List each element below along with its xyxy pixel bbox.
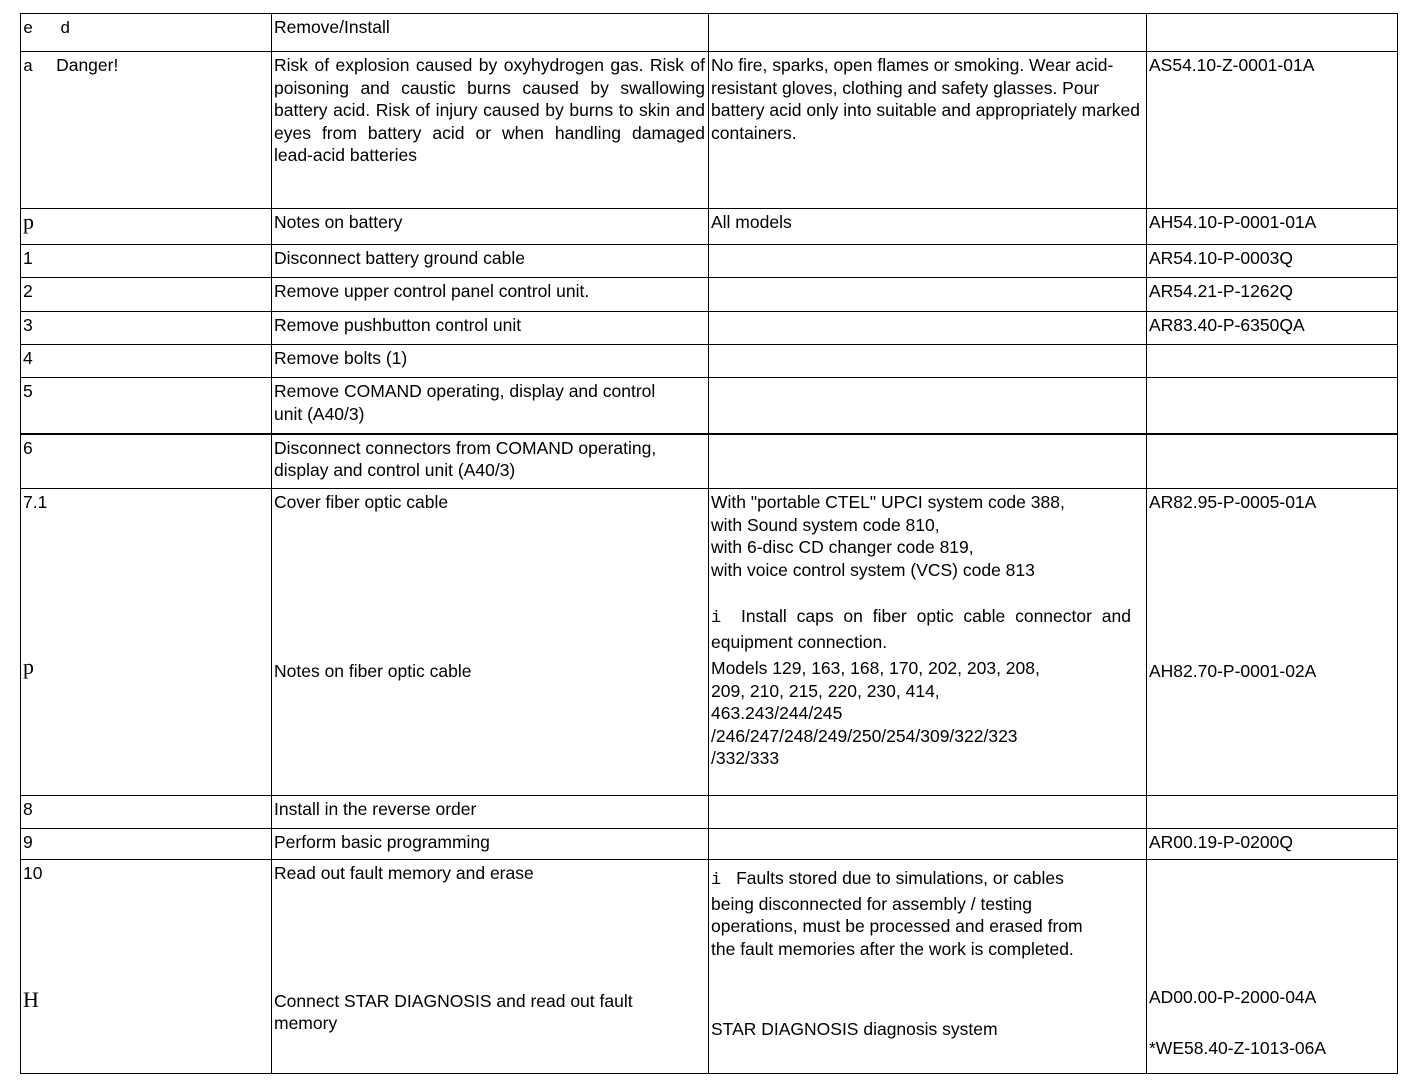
note-cell — [709, 14, 1147, 52]
ref-cell — [1147, 345, 1398, 378]
note-cell — [709, 312, 1147, 345]
ref-link[interactable]: AR83.40-P-6350QA — [1147, 312, 1398, 345]
install-symbol-icon: d — [60, 20, 71, 39]
step-number: 1 — [21, 245, 272, 278]
note-cell: i Faults stored due to simulations, or cables being disconnected for assembly / testing operations, must be processed and erased from the fault memories after the work is completed. STAR DIAGNOSIS diagnosis system — [709, 860, 1147, 1074]
ref-link[interactable]: *WE58.40-Z-1013-06A — [1149, 1037, 1327, 1058]
ref-cell — [1147, 796, 1398, 829]
note-cell — [709, 345, 1147, 378]
table-row — [21, 796, 1398, 829]
table-row — [21, 829, 1398, 860]
note-cell: All models — [709, 209, 1147, 245]
tool-name: STAR DIAGNOSIS diagnosis system — [711, 1019, 998, 1039]
action-cell: Notes on battery — [272, 209, 709, 245]
step-number: 5 — [21, 378, 272, 434]
ref-link[interactable]: AS54.10-Z-0001-01A — [1147, 52, 1398, 209]
note-cell — [709, 245, 1147, 278]
step-number: 9 — [21, 829, 272, 860]
step-number: 3 — [21, 312, 272, 345]
note-cell — [709, 829, 1147, 860]
step-number: 8 — [21, 796, 272, 829]
table-row — [21, 209, 1398, 245]
action-cell: Remove upper control panel control unit. — [272, 278, 709, 312]
step-number: 10 H — [21, 860, 272, 1074]
step-number: 7.1 p — [21, 489, 272, 796]
ref-cell — [1147, 14, 1398, 52]
diagnosis-icon: H — [23, 986, 39, 1012]
ref-link[interactable]: AR54.10-P-0003Q — [1147, 245, 1398, 278]
note-cell: No fire, sparks, open flames or smoking. Wear acid-resistant gloves, clothing and safety glasses. Pour battery acid only into suitable and appropriately marked containers. — [709, 52, 1147, 209]
note-cell — [709, 796, 1147, 829]
table-row — [21, 245, 1398, 278]
action-cell: Cover fiber optic cable Notes on fiber optic cable — [272, 489, 709, 796]
action-cell: Remove COMAND operating, display and control unit (A40/3) — [272, 378, 709, 434]
ref-link[interactable]: AD00.00-P-2000-04A — [1149, 987, 1317, 1007]
step-number: 6 — [21, 434, 272, 489]
ref-cell — [1147, 860, 1398, 1074]
step-number: 2 — [21, 278, 272, 312]
action-cell: Disconnect connectors from COMAND operating, display and control unit (A40/3) — [272, 434, 709, 489]
action-cell: Disconnect battery ground cable — [272, 245, 709, 278]
table-row — [21, 278, 1398, 312]
table-row — [21, 345, 1398, 378]
notes-icon: p — [23, 209, 34, 234]
table-row — [21, 860, 1398, 1074]
procedure-table — [20, 13, 1398, 1074]
ref-link[interactable]: AH82.70-P-0001-02A — [1149, 660, 1317, 681]
symbol-cell — [21, 14, 272, 52]
table-row — [21, 434, 1398, 489]
action-cell: Remove bolts (1) — [272, 345, 709, 378]
info-icon: i — [711, 871, 722, 890]
ref-cell — [1147, 434, 1398, 489]
table-row — [21, 14, 1398, 52]
sub-action: Notes on fiber optic cable — [274, 660, 472, 681]
table-row — [21, 52, 1398, 209]
ref-cell — [1147, 378, 1398, 434]
table-row — [21, 489, 1398, 796]
notes-icon: p — [23, 653, 34, 679]
table-row — [21, 378, 1398, 434]
note-cell — [709, 378, 1147, 434]
action-cell: Install in the reverse order — [272, 796, 709, 829]
action-cell: Perform basic programming — [272, 829, 709, 860]
note-cell: With "portable CTEL" UPCI system code 388, with Sound system code 810, with 6-disc CD changer code 819, with voice control system (VCS) code 813 i Install caps on fiber optic cable connector and equipment connection. Models 129, 163, 168, 170, 202, 203, 208, 209, 210, 215, 220, 230, 414, 463.243/244/245 /246/247/248/249/250/254/309/322/323 /332/333 — [709, 489, 1147, 796]
action-cell: Remove/Install — [272, 14, 709, 52]
ref-link[interactable]: AR54.21-P-1262Q — [1147, 278, 1398, 312]
remove-symbol-icon: e — [23, 20, 34, 39]
danger-label: Danger! — [56, 55, 119, 75]
note-cell — [709, 278, 1147, 312]
table-row — [21, 312, 1398, 345]
info-icon: i — [711, 609, 722, 628]
danger-icon: a — [23, 58, 34, 77]
step-number: 4 — [21, 345, 272, 378]
action-cell: Risk of explosion caused by oxyhydrogen gas. Risk of poisoning and caustic burns caused by swallowing battery acid. Risk of injury caused by burns to skin and eyes from battery acid or when handling damaged lead-acid batteries — [272, 52, 709, 209]
action-cell: Read out fault memory and erase Connect STAR DIAGNOSIS and read out fault memory — [272, 860, 709, 1074]
symbol-cell — [21, 209, 272, 245]
ref-cell — [1147, 489, 1398, 796]
note-cell — [709, 434, 1147, 489]
ref-link[interactable]: AR82.95-P-0005-01A — [1149, 492, 1317, 512]
action-cell: Remove pushbutton control unit — [272, 312, 709, 345]
ref-link[interactable]: AR00.19-P-0200Q — [1147, 829, 1398, 860]
symbol-cell — [21, 52, 272, 209]
sub-action: Connect STAR DIAGNOSIS and read out fault memory — [274, 990, 633, 1033]
ref-link[interactable]: AH54.10-P-0001-01A — [1147, 209, 1398, 245]
